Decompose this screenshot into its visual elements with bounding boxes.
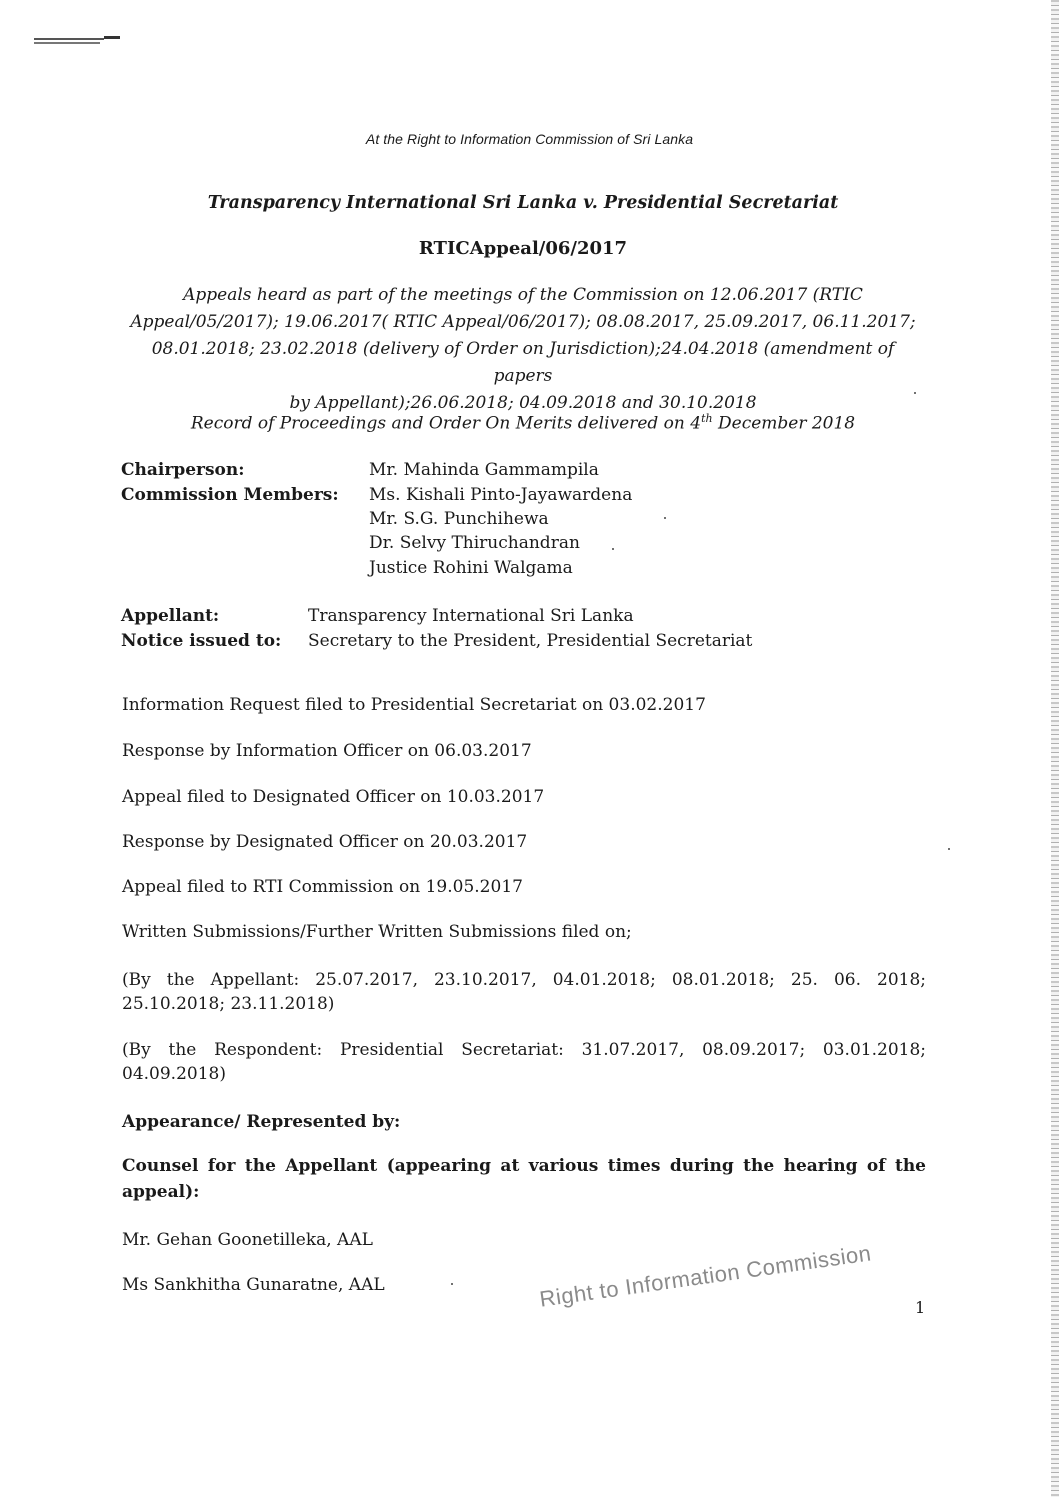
record-text: Record of Proceedings and Order On Merits delivered on 4 [190, 413, 702, 434]
member-name: Dr. Selvy Thiruchandran [369, 533, 580, 553]
commission-stamp: Right to Information Commission [538, 1240, 873, 1312]
submission-line: (By the Appellant: 25.07.2017, 23.10.2017, 04.01.2018; 08.01.2018; 25. 06. 2018; [122, 970, 926, 990]
appellant-submissions [122, 968, 926, 1016]
submission-line: 04.09.2018) [122, 1064, 226, 1084]
member-name: Justice Rohini Walgama [369, 558, 573, 578]
chairperson-label: Chairperson: [121, 460, 245, 480]
hearing-line: Appeals heard as part of the meetings of the Commission on 12.06.2017 (RTIC [183, 285, 863, 305]
timeline-entry: Written Submissions/Further Written Submissions filed on; [122, 922, 632, 942]
respondent-submissions [122, 1038, 926, 1086]
appellant-name: Transparency International Sri Lanka [308, 606, 634, 626]
hearing-line: 08.01.2018; 23.02.2018 (delivery of Order on Jurisdiction);24.04.2018 (amendment of papers [151, 339, 895, 386]
scan-mark [34, 34, 122, 46]
record-ordinal: th [701, 412, 713, 425]
timeline-entry: Response by Information Officer on 06.03.2017 [122, 741, 532, 761]
notice-label: Notice issued to: [121, 631, 282, 651]
submission-line: (By the Respondent: Presidential Secretariat: 31.07.2017, 08.09.2017; 03.01.2018; [122, 1040, 926, 1060]
chairperson-name: Mr. Mahinda Gammampila [369, 460, 599, 480]
member-name: Ms. Kishali Pinto-Jayawardena [369, 485, 633, 505]
notice-recipient: Secretary to the President, Presidential Secretariat [308, 631, 753, 651]
scan-speck [914, 392, 916, 394]
appellant-label: Appellant: [121, 606, 220, 626]
scan-speck [451, 1283, 453, 1285]
scan-speck [612, 548, 614, 550]
hearing-dates [120, 282, 926, 417]
appeal-number: RTICAppeal/06/2017 [418, 238, 628, 259]
commission-header: At the Right to Information Commission of Sri Lanka [365, 131, 694, 147]
scan-speck [664, 517, 666, 519]
record-text-end: December 2018 [712, 413, 856, 434]
case-title: Transparency International Sri Lanka v. Presidential Secretariat [207, 193, 839, 213]
timeline-entry: Response by Designated Officer on 20.03.2017 [122, 832, 528, 852]
hearing-line: Appeal/05/2017); 19.06.2017( RTIC Appeal/06/2017); 08.08.2017, 25.09.2017, 06.11.2017; [130, 312, 916, 332]
member-name: Mr. S.G. Punchihewa [369, 509, 549, 529]
appearance-heading: Appearance/ Represented by: [122, 1112, 401, 1132]
timeline-entry: Appeal filed to Designated Officer on 10.03.2017 [122, 787, 545, 807]
members-label: Commission Members: [121, 485, 339, 505]
counsel-heading: Counsel for the Appellant (appearing at various times during the hearing of the appeal): [122, 1156, 926, 1202]
record-line [0, 412, 1046, 434]
counsel-name: Mr. Gehan Goonetilleka, AAL [122, 1230, 373, 1250]
timeline-entry: Information Request filed to Presidential Secretariat on 03.02.2017 [122, 695, 706, 715]
page-number: 1 [915, 1298, 926, 1317]
counsel-name: Ms Sankhitha Gunaratne, AAL [122, 1275, 385, 1295]
timeline-entry: Appeal filed to RTI Commission on 19.05.2017 [122, 877, 523, 897]
scan-speck [948, 848, 950, 850]
scan-edge-artifact [1051, 0, 1059, 1497]
submission-line: 25.10.2018; 23.11.2018) [122, 994, 335, 1014]
hearing-line: by Appellant);26.06.2018; 04.09.2018 and 30.10.2018 [289, 393, 757, 413]
